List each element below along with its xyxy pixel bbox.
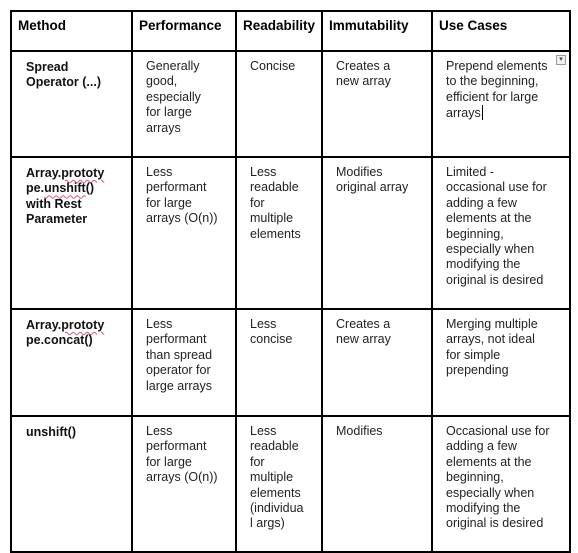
method-name: Array.prototy pe.unshift() with Rest Parameter xyxy=(26,166,105,227)
header-method[interactable]: Method xyxy=(11,11,132,51)
cell-readability[interactable] xyxy=(236,309,322,416)
cell-use-cases-active[interactable] xyxy=(432,51,570,157)
performance-text: Generally good, especially for large arrays xyxy=(146,59,201,135)
cell-use-cases[interactable] xyxy=(432,309,570,416)
method-name: unshift() xyxy=(26,425,76,439)
cell-immutability[interactable] xyxy=(322,416,432,552)
performance-text: Less performant than spread operator for large arrays xyxy=(146,317,213,393)
immutability-text: Creates a new array xyxy=(336,317,391,347)
cell-performance[interactable] xyxy=(132,416,236,552)
use-cases-text: Merging multiple arrays, not ideal for simple prepending xyxy=(446,317,538,378)
header-readability[interactable]: Readability xyxy=(236,11,322,51)
immutability-text: Creates a new array xyxy=(336,59,391,89)
readability-text: Less concise xyxy=(250,317,293,347)
cell-readability[interactable] xyxy=(236,157,322,309)
use-cases-text: Prepend elements to the beginning, efficient for large arrays xyxy=(446,59,548,121)
method-name: Array.prototy pe.concat() xyxy=(26,318,105,348)
cell-method[interactable] xyxy=(11,51,132,157)
header-use-cases[interactable]: Use Cases xyxy=(432,11,570,51)
immutability-text: Modifies original array xyxy=(336,165,409,195)
table-row xyxy=(11,309,570,416)
cell-immutability[interactable] xyxy=(322,51,432,157)
readability-text: Concise xyxy=(250,59,296,73)
cell-readability[interactable] xyxy=(236,51,322,157)
spellcheck-underline: unshift xyxy=(44,181,86,196)
cell-performance[interactable] xyxy=(132,309,236,416)
text-cursor-icon xyxy=(482,105,483,120)
spellcheck-underline: prototy xyxy=(61,318,105,332)
cell-method[interactable] xyxy=(11,416,132,552)
cell-method[interactable] xyxy=(11,157,132,309)
chevron-down-icon[interactable]: ▾ xyxy=(556,55,566,65)
cell-use-cases[interactable] xyxy=(432,157,570,309)
use-cases-text: Limited - occasional use for adding a few elements at the beginning, especially when modifying the original is desired xyxy=(446,165,547,287)
table-row xyxy=(11,416,570,552)
table-row xyxy=(11,157,570,309)
cell-readability[interactable] xyxy=(236,416,322,552)
cell-performance[interactable] xyxy=(132,157,236,309)
readability-text: Less readable for multiple elements xyxy=(250,165,301,241)
table-header-row xyxy=(11,11,570,51)
performance-text: Less performant for large arrays (O(n)) xyxy=(146,165,218,226)
comparison-table xyxy=(10,10,571,553)
cell-immutability[interactable] xyxy=(322,157,432,309)
spellcheck-underline: prototy xyxy=(61,166,105,180)
header-immutability[interactable]: Immutability xyxy=(322,11,432,51)
immutability-text: Modifies xyxy=(336,424,383,438)
cell-method[interactable] xyxy=(11,309,132,416)
header-performance[interactable]: Performance xyxy=(132,11,236,51)
cell-performance[interactable] xyxy=(132,51,236,157)
method-name: Spread Operator (...) xyxy=(26,60,102,90)
table-row xyxy=(11,51,570,157)
use-cases-text: Occasional use for adding a few elements at the beginning, especially when modifying the original is desired xyxy=(446,424,550,531)
performance-text: Less performant for large arrays (O(n)) xyxy=(146,424,218,485)
cell-use-cases[interactable] xyxy=(432,416,570,552)
cell-immutability[interactable] xyxy=(322,309,432,416)
readability-text: Less readable for multiple elements (individua l args) xyxy=(250,424,304,531)
